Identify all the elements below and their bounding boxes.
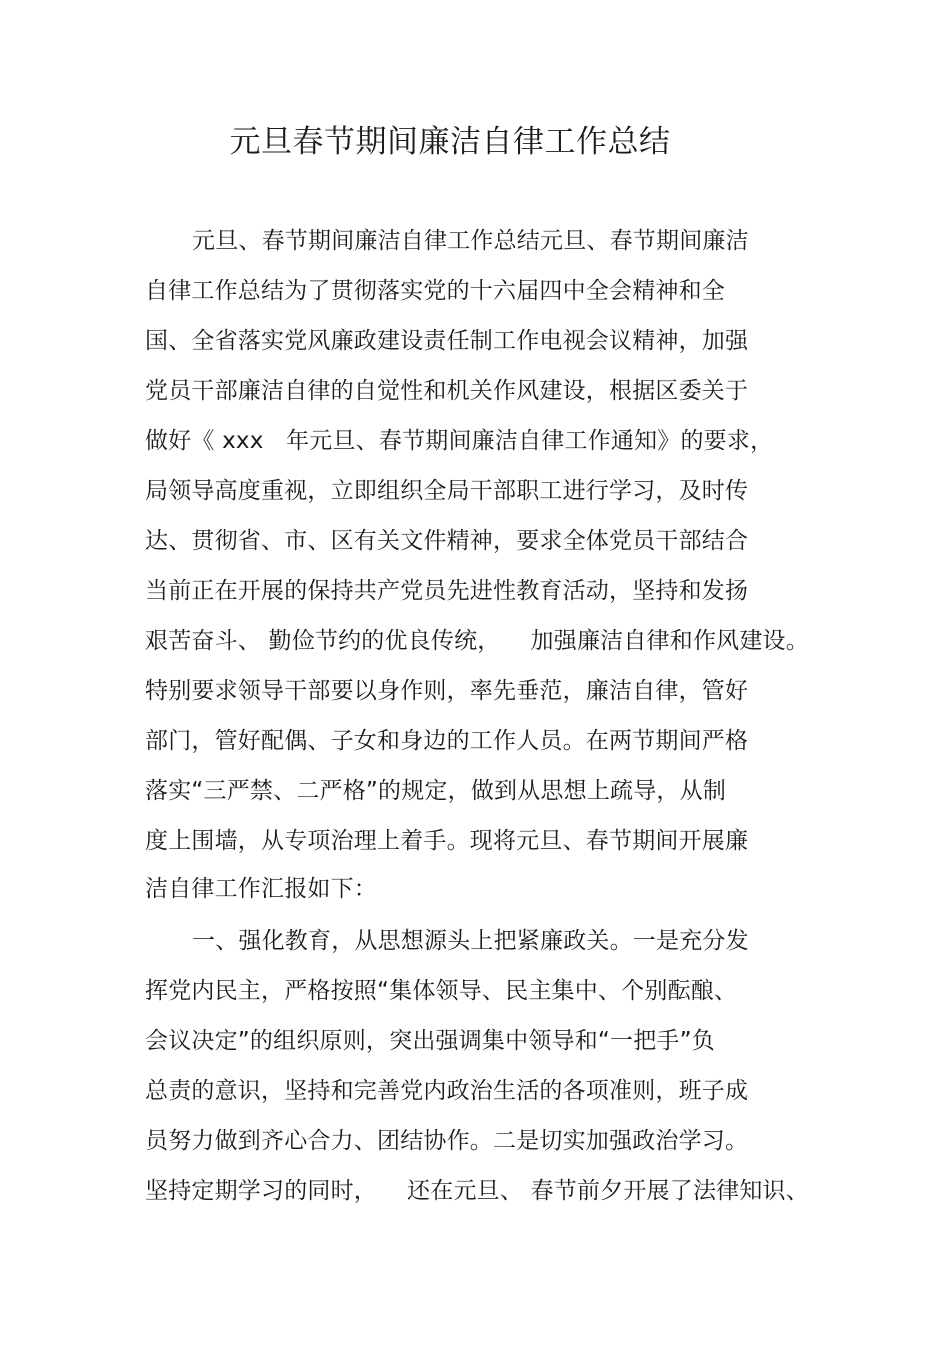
paragraph-line: 员努力做到齐心合力、团结协作。二是切实加强政治学习。 (145, 1128, 749, 1154)
paragraph-line: 达、贯彻省、市、区有关文件精神，要求全体党员干部结合 (145, 528, 749, 554)
paragraph-line: 国、全省落实党风廉政建设责任制工作电视会议精神，加强 (145, 328, 749, 354)
paragraph-line: 总责的意识，坚持和完善党内政治生活的各项准则，班子成 (145, 1078, 749, 1104)
paragraph-line: 元旦、春节期间廉洁自律工作总结元旦、春节期间廉洁 (192, 228, 749, 254)
paragraph-line: 艰苦奋斗、 勤俭节约的优良传统， 加强廉洁自律和作风建设。 (145, 628, 809, 654)
paragraph-line: 会议决定”的组织原则，突出强调集中领导和“一把手”负 (145, 1028, 715, 1054)
paragraph-line: 坚持定期学习的同时， 还在元旦、 春节前夕开展了法律知识、 (145, 1178, 809, 1204)
paragraph-line: 一、强化教育，从思想源头上把紧廉政关。一是充分发 (192, 928, 749, 954)
paragraph-line: 度上围墙，从专项治理上着手。现将元旦、春节期间开展廉 (145, 828, 749, 854)
paragraph-line: 当前正在开展的保持共产党员先进性教育活动，坚持和发扬 (145, 578, 749, 604)
paragraph-line: 落实“三严禁、二严格”的规定，做到从思想上疏导，从制 (145, 778, 727, 804)
paragraph-line: 自律工作总结为了贯彻落实党的十六届四中全会精神和全 (145, 278, 725, 304)
paragraph-line: 挥党内民主，严格按照“集体领导、民主集中、个别酝酿、 (145, 978, 738, 1004)
paragraph-line: 做好《 xxx 年元旦、春节期间廉洁自律工作通知》的要求， (145, 428, 774, 454)
paragraph-line: 特别要求领导干部要以身作则，率先垂范，廉洁自律，管好 (145, 678, 749, 704)
paragraph-line: 洁自律工作汇报如下： (145, 876, 377, 902)
paragraph-line: 局领导高度重视，立即组织全局干部职工进行学习，及时传 (145, 478, 749, 504)
paragraph-line: 党员干部廉洁自律的自觉性和机关作风建设，根据区委关于 (145, 378, 749, 404)
document-title: 元旦春节期间廉洁自律工作总结 (229, 124, 671, 160)
paragraph-line: 部门，管好配偶、子女和身边的工作人员。在两节期间严格 (145, 728, 749, 754)
